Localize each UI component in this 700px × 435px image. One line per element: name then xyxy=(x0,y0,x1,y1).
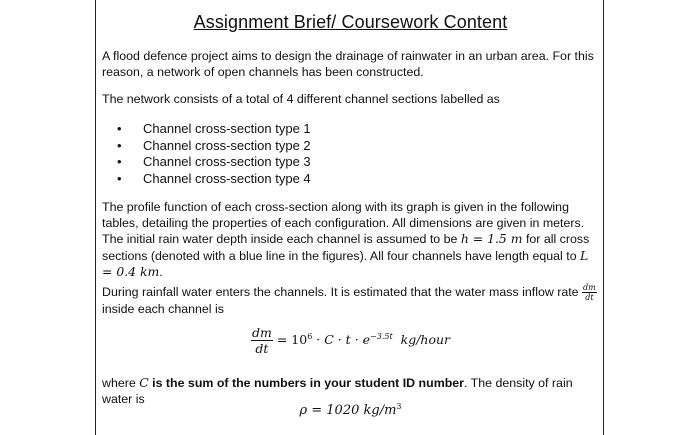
density-equation xyxy=(96,402,605,418)
network-paragraph: The network consists of a total of 4 different channel sections labelled as xyxy=(102,92,500,106)
density-text-a: where xyxy=(102,376,140,390)
profile-paragraph xyxy=(102,200,600,281)
student-id-emphasis: is the sum of the numbers in your student ID number xyxy=(148,376,464,390)
bullet-icon: • xyxy=(117,154,122,169)
profile-text-c: . xyxy=(159,265,163,279)
profile-text-a: The profile function of each cross-section along with its graph is given in the following tables, detailing the properties of each configuration. All dimensions are given in meters. The initial rain water depth inside each channel is assumed to be xyxy=(102,200,585,246)
list-item xyxy=(117,171,311,188)
list-item-label: Channel cross-section type 2 xyxy=(143,137,311,153)
intro-paragraph: A flood defence project aims to design the drainage of rainwater in an urban area. For this reason, a network of open channels has been constructed. xyxy=(102,49,594,79)
equation-exponent-2: −3.5t xyxy=(370,332,393,341)
inflow-paragraph xyxy=(102,283,600,318)
equation-units: kg/hour xyxy=(400,332,451,347)
list-item xyxy=(117,121,311,138)
equation-numerator: dm xyxy=(251,325,272,340)
inflow-text-b: inside each channel is xyxy=(102,302,224,316)
equation-rhs-prefix: = 10 xyxy=(276,332,308,347)
page-title: Assignment Brief/ Coursework Content xyxy=(193,12,508,32)
depth-math: h = 1.5 m xyxy=(460,231,523,246)
inflow-equation xyxy=(96,325,605,356)
fraction-denominator: dt xyxy=(585,293,594,302)
density-exponent: 3 xyxy=(396,402,402,411)
list-item xyxy=(117,138,311,155)
length-math: L = 0.4 km xyxy=(102,247,589,279)
list-item xyxy=(117,154,311,171)
fraction-numerator: dm xyxy=(583,283,596,292)
inflow-text-a: During rainfall water enters the channels. It is estimated that the water mass inflow rate xyxy=(102,284,583,299)
document-page xyxy=(95,0,604,435)
bullet-icon: • xyxy=(117,170,122,186)
list-item-label: Channel cross-section type 1 xyxy=(143,121,311,136)
equation-fraction xyxy=(251,325,273,356)
bullet-icon: • xyxy=(117,137,122,153)
density-lhs: ρ = 1020 kg/m xyxy=(299,403,397,418)
equation-exponent-1: 6 xyxy=(307,332,313,341)
bullet-icon: • xyxy=(117,121,122,136)
inline-fraction xyxy=(582,283,597,302)
equation-rhs-mid: · C · t · e xyxy=(312,332,371,347)
sum-variable: C xyxy=(139,375,149,390)
list-item-label: Channel cross-section type 3 xyxy=(143,154,311,169)
profile-text-b: for all cross sections (denoted with a blue line in the figures). All four channels have length equal to xyxy=(102,232,590,263)
equation-denominator: dt xyxy=(255,341,269,356)
density-text-b: . The density of rain water is xyxy=(102,376,573,406)
list-item-label: Channel cross-section type 4 xyxy=(143,170,311,186)
channel-list xyxy=(117,121,311,187)
